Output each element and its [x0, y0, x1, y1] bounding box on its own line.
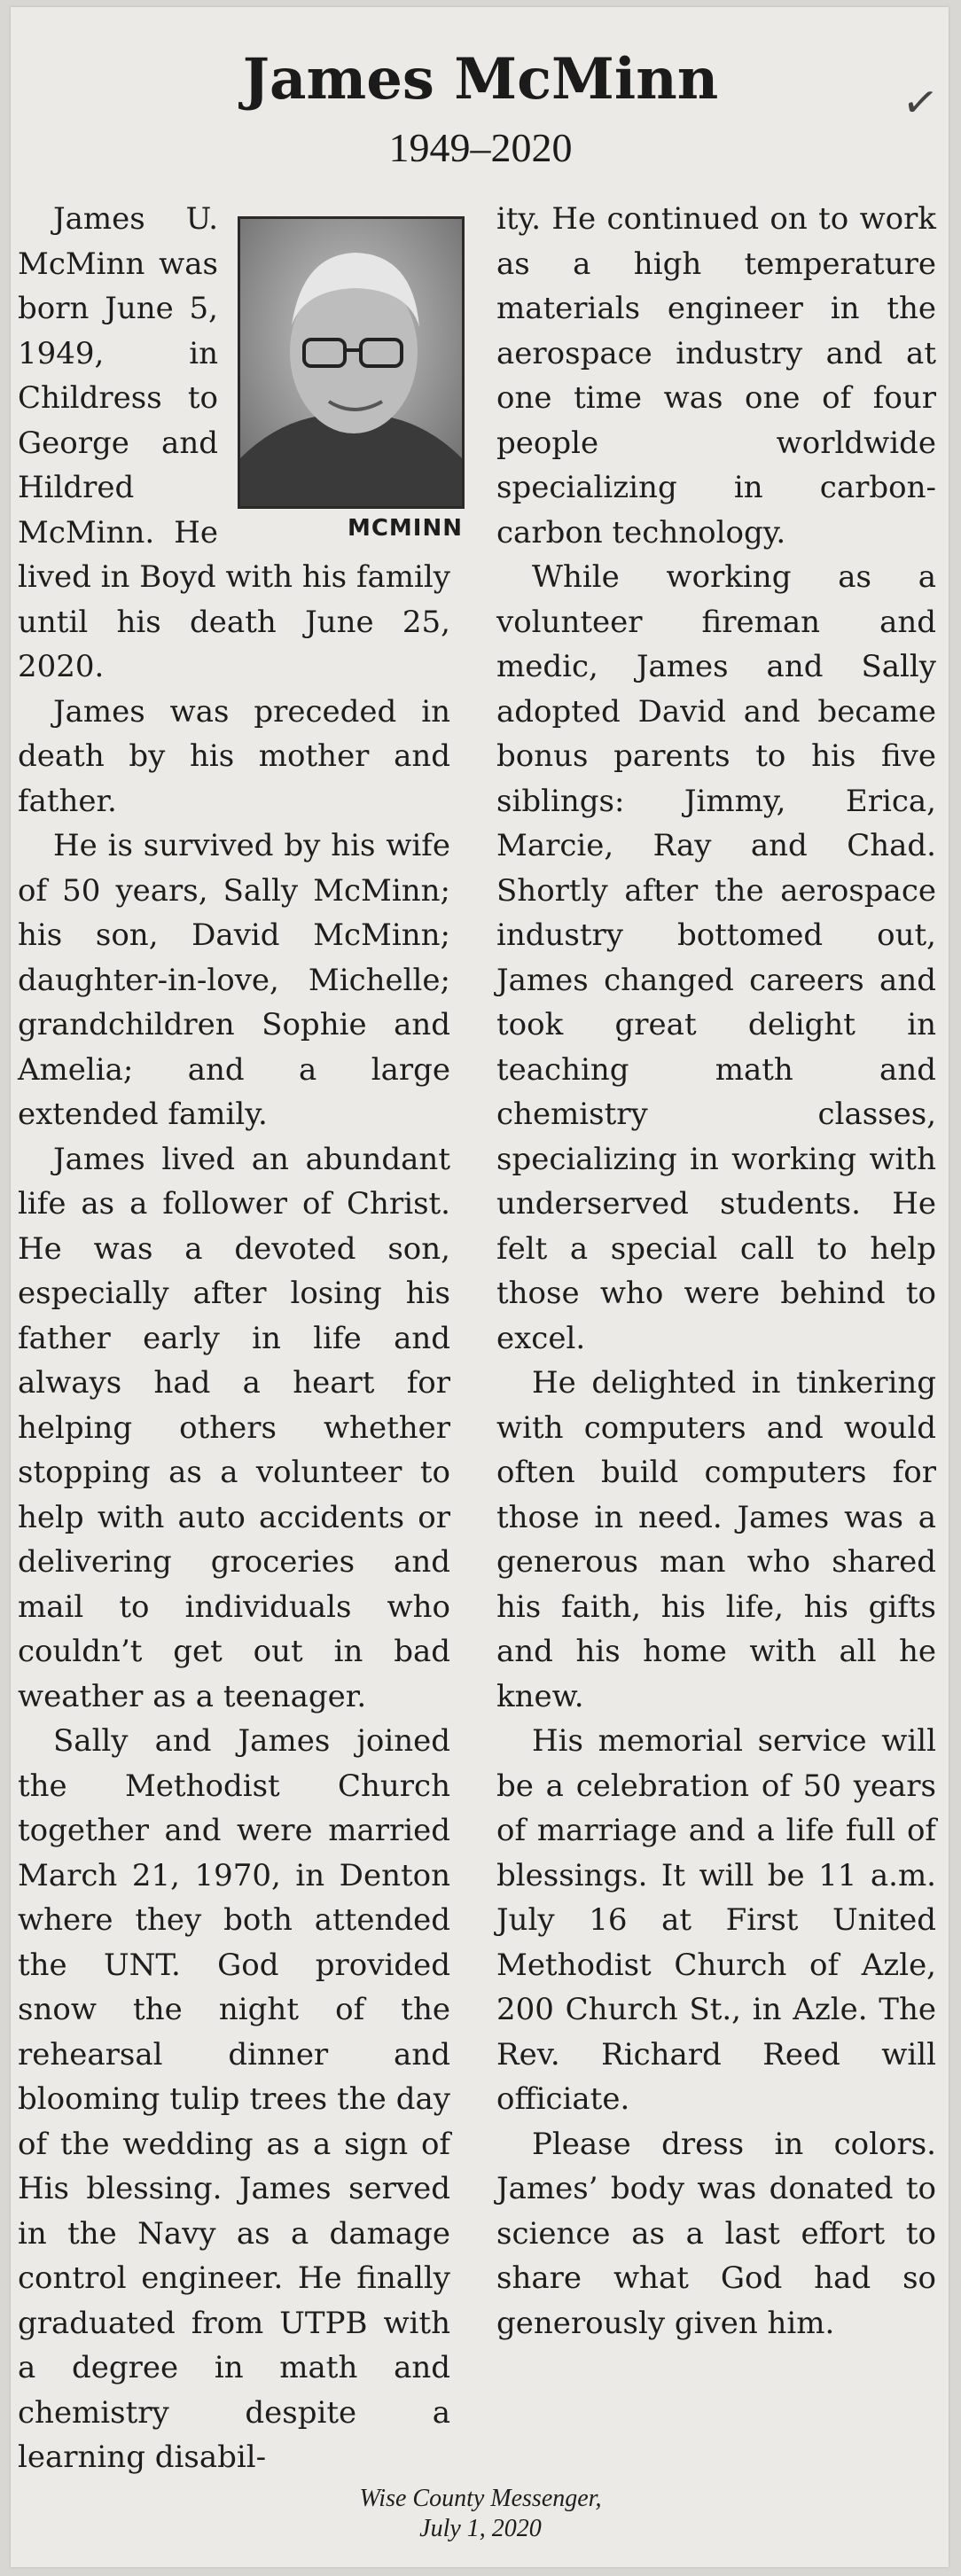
portrait-box — [232, 216, 463, 546]
pen-checkmark: ✓ — [899, 75, 941, 130]
left-column — [18, 197, 463, 2480]
obit-paragraph: While working as a volunteer fireman and medic, James and Sally adopted David and became bonus parents to his five siblings: Jimmy, Erica, Marcie, Ray and Chad. Shortly after the aerospace industry bottomed out, James changed careers and took great delight in teaching math and chemistry classes, specializing in working with underserved students. He felt a special call to help those who were behind to excel. — [496, 559, 936, 1356]
obituary-years: 1949–2020 — [388, 125, 573, 170]
portrait-photo — [238, 216, 465, 509]
source-date: July 1, 2020 — [419, 2515, 542, 2542]
obit-paragraph: James was preceded in death by his mother and father. — [18, 693, 450, 819]
obit-paragraph: ity. He continued on to work as a high temperature materials engineer in the aerospace industry and at one time was one of four people worldwide specializing in carbon-carbon technology. — [496, 201, 936, 550]
source-publication: Wise County Messenger, — [359, 2485, 602, 2512]
obit-paragraph: His memorial service will be a celebration of 50 years of marriage and a life full of blessings. It will be 11 a.m. July 16 at First United Methodist Church of Azle, 200 Church St., in Azle. The Rev. Richard Reed will officiate. — [496, 1723, 936, 2117]
obit-paragraph: Please dress in colors. James’ body was donated to science as a last effort to share what God had so generously given him. — [496, 2126, 936, 2341]
obit-paragraph: Sally and James joined the Methodist Church together and were married March 21, 1970, in Denton where they both attended the UNT. God provided snow the night of the rehearsal dinner and blooming tulip trees the day of the wedding as a sign of His blessing. James served in the Navy as a damage control engineer. He finally graduated from UTPB with a degree in math and chemistry despite a learning disabil- — [18, 1723, 450, 2475]
obit-paragraph: He is survived by his wife of 50 years, Sally McMinn; his son, David McMinn; daughter-in-love, Michelle; grandchildren Sophie and Amelia; and a large extended family. — [18, 828, 450, 1132]
right-column — [496, 197, 936, 2346]
obit-paragraph: James lived an abundant life as a follower of Christ. He was a devoted son, especially after losing his father early in life and always had a heart for helping others whether stopping as a volunteer to help with auto accidents or delivering groceries and mail to individuals who couldn’t get out in bad weather as a teenager. — [18, 1141, 450, 1714]
obituary-name: James McMinn — [242, 46, 719, 113]
obit-paragraph: James U. McMinn was born June 5, 1949, in Childress to George and Hildred McMinn. He lived in Boyd with his family until his death June 25, 2020. — [18, 201, 450, 684]
source-credit — [0, 2484, 961, 2544]
obit-paragraph: He delighted in tinkering with computers and would often build computers for those in need. James was a generous man who shared his faith, his life, his gifts and his home with all he knew. — [496, 1365, 936, 1714]
photo-caption: MCMINN — [347, 515, 463, 542]
